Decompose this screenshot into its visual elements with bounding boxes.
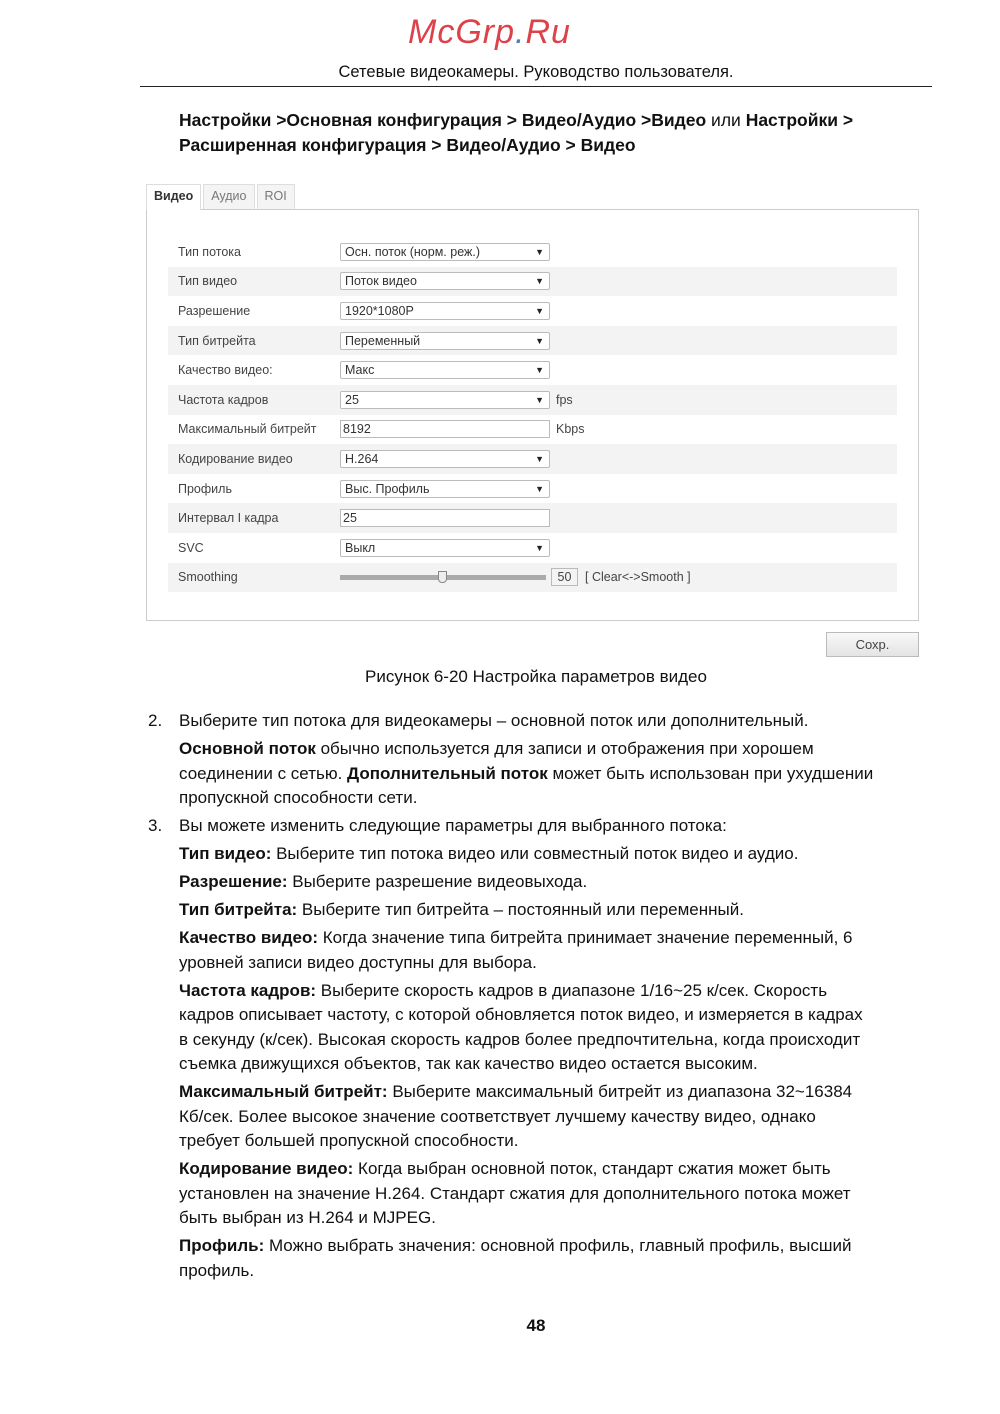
parameter-paragraph [179,898,939,923]
dropdown-select[interactable] [340,391,550,409]
text-line [179,951,939,976]
smoothing-hint: [ Clear<->Smooth ] [585,570,691,585]
field-label: Качество видео: [178,363,273,378]
smoothing-value-input[interactable]: 50 [551,568,578,586]
chevron-down-icon: ▼ [535,246,544,257]
form-row [168,355,897,385]
field-label: Тип битрейта [178,333,256,348]
text-line [179,898,939,923]
text: профиль. [179,1260,255,1280]
breadcrumb-line-1 [179,109,853,131]
field-value: 8192 [343,422,371,437]
text-line [179,1206,939,1231]
dropdown-select[interactable] [340,243,550,261]
parameter-paragraph [179,979,939,1077]
tab-audio[interactable]: Аудио [203,184,254,209]
field-label: SVC [178,540,204,555]
field-label: Smoothing [178,570,238,585]
form-row [168,533,897,563]
breadcrumb-path-a: Настройки >Основная конфигурация > Видео/Аудио >Видео [179,110,707,130]
chevron-down-icon: ▼ [535,276,544,287]
form-row [168,385,897,415]
form-row [168,415,897,445]
unit-label: fps [556,392,573,407]
text: уровней записи видео доступны для выбора. [179,952,537,972]
figure-caption: Рисунок 6-20 Настройка параметров видео [365,667,707,686]
page-number: 48 [526,1316,546,1335]
term: Тип видео: [179,844,272,863]
term: Частота кадров: [179,980,317,1000]
body-text [148,709,939,1287]
form-row [168,474,897,504]
slider-handle[interactable] [438,571,447,583]
item-number: 3. [148,816,163,835]
field-value: 25 [343,511,357,526]
text: обычно используется для записи и отображения при хорошем [315,739,814,758]
field-value: Осн. поток (норм. реж.) [345,244,481,259]
text-line [179,1129,939,1154]
running-header: Сетевые видеокамеры. Руководство пользователя. [338,63,734,81]
text-line [179,842,939,867]
form-row [168,296,897,326]
dropdown-select[interactable] [340,480,550,498]
item-text: Выберите тип потока для видеокамеры – основной поток или дополнительный. [179,711,809,730]
text: пропускной способности сети. [179,788,418,807]
field-value: Выс. Профиль [345,481,430,496]
text-line [179,870,939,895]
text: Когда значение типа битрейта принимает значение переменный, 6 [318,928,853,947]
field-label: Максимальный битрейт [178,422,317,437]
parameter-paragraph [179,1080,939,1154]
dropdown-select[interactable] [340,450,550,468]
text: Кб/сек. Более высокое значение соответствует лучшему качеству видео, однако [179,1106,816,1126]
text: Когда выбран основной поток, стандарт сжатия может быть [353,1159,831,1178]
parameter-paragraph [179,1157,939,1231]
field-value: Выкл [345,540,376,555]
settings-form [168,237,897,592]
chevron-down-icon: ▼ [535,453,544,464]
dropdown-select[interactable] [340,272,550,290]
term: Профиль: [179,1236,265,1255]
item-text: Вы можете изменить следующие параметры для выбранного потока: [179,816,727,835]
text-line [179,1080,939,1105]
chevron-down-icon: ▼ [535,365,544,376]
term: Кодирование видео: [179,1159,354,1178]
parameter-paragraph [179,1234,939,1283]
text-line [179,1003,939,1028]
field-value: Поток видео [345,274,417,289]
smoothing-slider[interactable] [340,575,546,580]
parameter-paragraph [179,870,939,895]
field-value: Макс [345,363,375,378]
field-label: Интервал I кадра [178,511,279,526]
tab-bar [146,184,297,210]
term: Качество видео: [179,928,319,947]
text: Выберите тип битрейта – постоянный или переменный. [297,900,744,919]
dropdown-select[interactable] [340,302,550,320]
dropdown-select[interactable] [340,332,550,350]
text: может быть использован при ухудшении [547,763,874,783]
field-label: Кодирование видео [178,451,293,466]
unit-label: Kbps [556,422,585,437]
text-input[interactable] [340,420,550,438]
text-line [179,737,939,762]
form-row [168,267,897,297]
text-line [179,1259,939,1284]
list-item-2 [148,709,939,734]
text-line [179,1182,939,1207]
chevron-down-icon: ▼ [535,305,544,316]
form-row [168,503,897,533]
text: Можно выбрать значения: основной профиль, главный профиль, высший [264,1236,852,1255]
text-line [179,1028,939,1053]
field-value: 25 [345,392,359,407]
text-input[interactable] [340,509,550,527]
text: кадров описывает частоту, с которой обновляется поток видео, и измеряется в кадрах [179,1005,863,1024]
chevron-down-icon: ▼ [535,335,544,346]
term: Максимальный битрейт: [179,1082,388,1101]
text: быть выбран из H.264 и MJPEG. [179,1208,436,1227]
text-line [179,979,939,1004]
term: Тип битрейта: [179,900,298,919]
dropdown-select[interactable] [340,361,550,379]
parameter-paragraph [179,842,939,867]
chevron-down-icon: ▼ [535,394,544,405]
stream-explanation [179,737,939,811]
breadcrumb-line-2: Расширенная конфигурация > Видео/Аудио > Видео [179,135,636,155]
chevron-down-icon: ▼ [535,483,544,494]
text-line [179,1105,939,1130]
breadcrumb-path-b: Настройки > [745,110,854,130]
text-line [179,762,939,787]
dropdown-select[interactable] [340,539,550,557]
text: Выберите разрешение видеовыхода. [287,872,588,891]
form-row [168,563,897,593]
watermark-logo: McGrp.Ru [408,13,571,51]
text-line [179,1052,939,1077]
form-row [168,444,897,474]
text: Выберите тип потока видео или совместный поток видео и аудио. [271,844,799,863]
chevron-down-icon: ▼ [535,542,544,553]
field-label: Тип потока [178,244,241,259]
text: Выберите скорость кадров в диапазоне 1/16~25 к/сек. Скорость [316,980,828,1000]
text: в секунду (к/сек). Высокая скорость кадров более предпочтительна, когда происходит [179,1029,861,1049]
field-label: Частота кадров [178,392,269,407]
text-line [179,1157,939,1182]
text-line [179,1234,939,1259]
term: Дополнительный поток [347,763,548,783]
parameter-paragraph [179,926,939,975]
term: Основной поток [179,739,316,758]
text: соединении с сетью. [179,763,348,783]
text-line [179,926,939,951]
text: установлен на значение H.264. Стандарт сжатия для дополнительного потока может [179,1183,851,1203]
field-value: H.264 [345,451,379,466]
text: Выберите максимальный битрейт из диапазона 32~16384 [387,1082,853,1101]
field-label: Профиль [178,481,232,496]
parameter-descriptions [179,842,939,1283]
item-number: 2. [148,711,163,730]
term: Разрешение: [179,872,288,891]
header-rule [140,86,932,87]
tab-video[interactable]: Видео [146,184,201,210]
list-item-3 [148,814,939,839]
text: требует большей пропускной способности. [179,1131,519,1150]
form-row [168,237,897,267]
field-label: Тип видео [178,274,238,289]
text: съемка движущихся объектов, так как качество видео остается высоким. [179,1054,758,1073]
field-value: Переменный [345,333,421,348]
field-value: 1920*1080P [345,303,414,318]
field-label: Разрешение [178,303,251,318]
save-button[interactable]: Сохр. [826,632,919,657]
breadcrumb-or: или [706,110,746,130]
form-row [168,326,897,356]
tab-roi[interactable]: ROI [257,184,295,209]
